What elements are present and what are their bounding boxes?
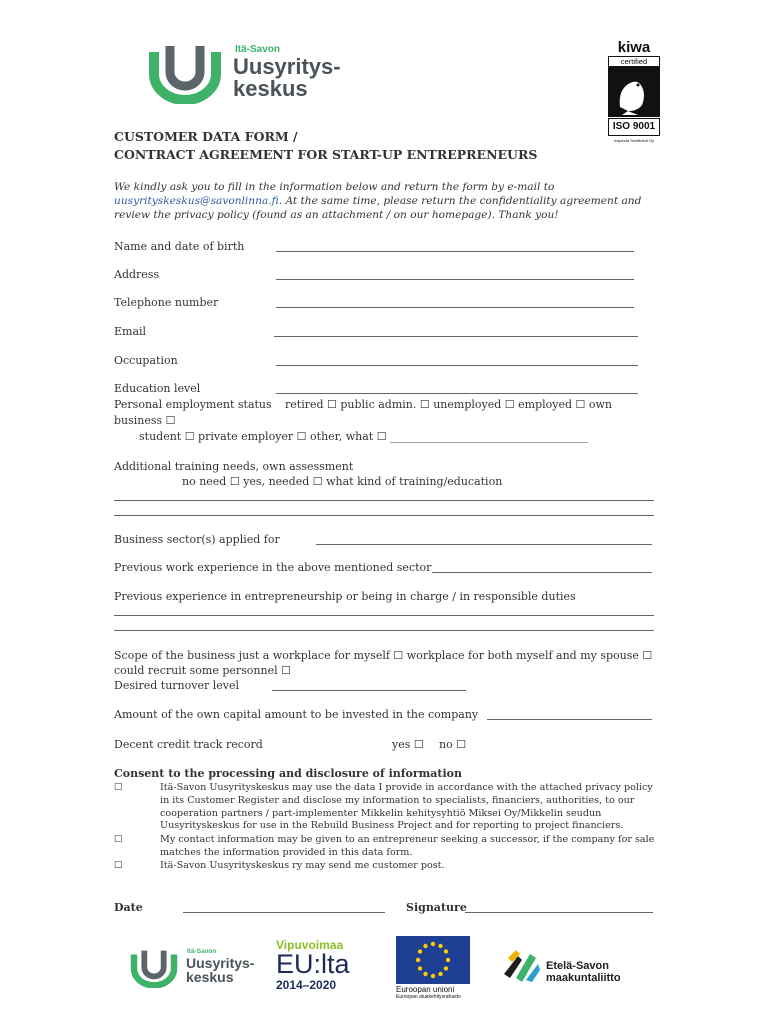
consent-item-3 xyxy=(114,860,659,874)
training-line-1[interactable] xyxy=(114,500,654,501)
consent-text-1: Itä-Savon Uusyrityskeskus may use the data I provide in accordance with the attached privacy policy in its Customer Register and disclose my information to specialists, financiers, authorities, to our cooperation partners / part-implementer Mikkelin kehitysyhtiö Miksei Oy/Mikkelin seudun Uusyrityskeskus for use in the Rebuild Business Project and for reporting to project financiers. xyxy=(160,782,653,832)
footer-logo-mark-icon xyxy=(130,948,178,988)
telephone-field[interactable] xyxy=(276,307,634,308)
education-label: Education level xyxy=(114,382,201,395)
logo-line1: Uusyritys- xyxy=(233,54,341,79)
prev-work-label: Previous work experience in the above mentioned sector xyxy=(114,561,432,574)
date-label: Date xyxy=(114,901,143,914)
uusyrityskeskus-logo xyxy=(148,42,368,104)
prev-entre-label: Previous experience in entrepreneurship or being in charge / in responsible duties xyxy=(114,590,576,603)
form-title-line1: CUSTOMER DATA FORM / xyxy=(114,129,298,144)
education-field[interactable] xyxy=(276,393,638,394)
kiwa-brand: kiwa xyxy=(617,39,651,56)
training-label: Additional training needs, own assessment xyxy=(114,460,354,473)
consent-checkbox-3[interactable]: ☐ xyxy=(114,860,123,871)
scope-options-line2[interactable]: could recruit some personnel ☐ xyxy=(114,664,291,677)
intro-email-link[interactable]: uusyrityskeskus@savonlinna.fi xyxy=(114,195,279,207)
form-title-line2: CONTRACT AGREEMENT FOR START-UP ENTREPRENEURS xyxy=(114,147,538,162)
turnover-field[interactable] xyxy=(272,690,466,691)
employment-label: Personal employment status xyxy=(114,398,272,411)
consent-checkbox-2[interactable]: ☐ xyxy=(114,834,123,845)
telephone-label: Telephone number xyxy=(114,296,219,309)
credit-yes-checkbox[interactable]: yes ☐ xyxy=(392,738,424,751)
etela-line2: maakuntaliitto xyxy=(546,972,621,984)
scope-options-line1[interactable]: Scope of the business just a workplace for myself ☐ workplace for both myself and my spouse ☐ xyxy=(114,649,653,662)
signature-field[interactable] xyxy=(465,912,653,913)
capital-label: Amount of the own capital amount to be invested in the company xyxy=(114,708,479,721)
name-label: Name and date of birth xyxy=(114,240,245,253)
kiwa-beaver-icon xyxy=(608,67,660,117)
uusyrityskeskus-logo-mark-icon xyxy=(148,42,222,104)
sector-field[interactable] xyxy=(316,544,652,545)
logo-small-text: Itä-Savon xyxy=(235,44,281,55)
employment-options-line2[interactable]: business ☐ xyxy=(114,414,176,427)
signature-label: Signature xyxy=(406,901,467,914)
beaver-icon xyxy=(608,67,660,117)
consent-item-2 xyxy=(114,834,659,860)
etela-savon-mark-icon xyxy=(500,944,542,986)
eu-flag-icon xyxy=(396,936,470,984)
etela-line1: Etelä-Savon xyxy=(546,960,609,972)
credit-label: Decent credit track record xyxy=(114,738,263,751)
email-label: Email xyxy=(114,325,147,338)
kiwa-certified-badge xyxy=(608,40,660,148)
eu-line2: Euroopan aluekehitysrahasto xyxy=(396,994,461,1000)
training-options[interactable]: no need ☐ yes, needed ☐ what kind of training/education xyxy=(182,475,503,488)
etela-savon-logo xyxy=(500,944,650,988)
vipuvoimaa-mid: EU:lta xyxy=(276,949,350,979)
prev-entre-line-2[interactable] xyxy=(114,630,654,631)
training-line-2[interactable] xyxy=(114,515,654,516)
footer-logo-line1: Uusyritys- xyxy=(186,955,255,971)
intro-line2-rest: . At the same time, please return the confidentiality agreement and xyxy=(278,195,642,207)
eu-line1: Euroopan unioni xyxy=(396,985,455,994)
footer-uusyrityskeskus-logo xyxy=(130,946,270,990)
capital-field[interactable] xyxy=(487,719,652,720)
vipuvoimaa-years: 2014–2020 xyxy=(276,978,337,992)
intro-line1: We kindly ask you to fill in the information below and return the form by e-mail to xyxy=(114,181,555,193)
prev-work-field[interactable] xyxy=(432,572,652,573)
address-field[interactable] xyxy=(276,279,634,280)
date-field[interactable] xyxy=(183,912,385,913)
logo-line2: keskus xyxy=(233,76,308,101)
kiwa-certified: certified xyxy=(608,56,660,67)
email-field[interactable] xyxy=(274,336,638,337)
footer-logo-line2: keskus xyxy=(186,969,234,985)
footer-logo-small: Itä-Savon xyxy=(187,948,217,955)
consent-text-2: My contact information may be given to an entrepreneur seeking a successor, if the company for sale matches the information provided in this data form. xyxy=(160,834,655,858)
occupation-label: Occupation xyxy=(114,354,178,367)
consent-item-1 xyxy=(114,782,659,834)
consent-checkbox-1[interactable]: ☐ xyxy=(114,782,123,793)
prev-entre-line-1[interactable] xyxy=(114,615,654,616)
intro-line3: review the privacy policy (found as an attachment / on our homepage). Thank you! xyxy=(114,209,559,221)
vipuvoimaa-logo xyxy=(276,938,366,994)
intro-line2 xyxy=(114,194,641,208)
sector-label: Business sector(s) applied for xyxy=(114,533,280,546)
consent-heading: Consent to the processing and disclosure of information xyxy=(114,767,462,780)
name-field[interactable] xyxy=(276,251,634,252)
kiwa-inspecta: Inspecta Sertifiointi Oy xyxy=(613,138,655,143)
consent-text-3: Itä-Savon Uusyrityskeskus ry may send me customer post. xyxy=(160,860,445,871)
employment-options-line1[interactable]: retired ☐ public admin. ☐ unemployed ☐ employed ☐ own xyxy=(285,398,612,411)
credit-no-checkbox[interactable]: no ☐ xyxy=(439,738,467,751)
turnover-label: Desired turnover level xyxy=(114,679,240,692)
address-label: Address xyxy=(114,268,160,281)
eu-flag-logo xyxy=(396,936,474,1002)
employment-options-line3[interactable]: student ☐ private employer ☐ other, what ☐ ____________________________________ xyxy=(139,430,589,443)
kiwa-iso: ISO 9001 xyxy=(608,118,660,136)
occupation-field[interactable] xyxy=(276,365,638,366)
vipuvoimaa-top: Vipuvoimaa xyxy=(276,938,344,952)
